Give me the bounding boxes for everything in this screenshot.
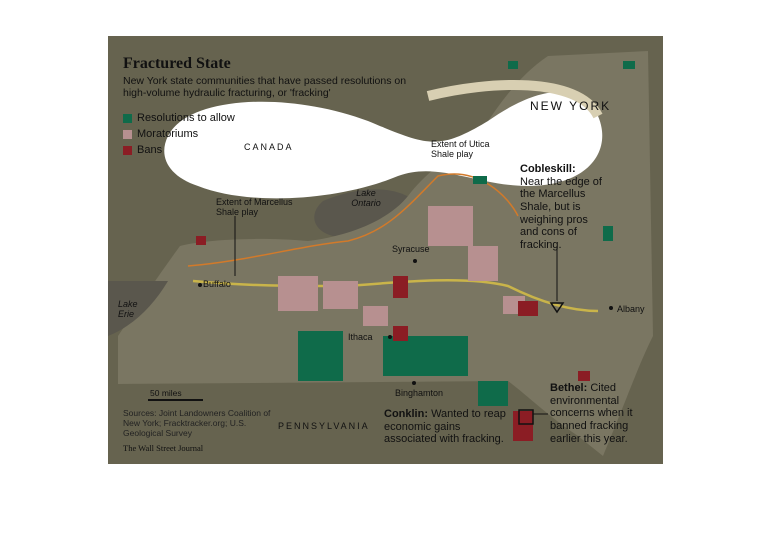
- ban-area: [393, 276, 408, 298]
- bethel-text: Cited environmental concerns when it banned fracking earlier this year.: [550, 382, 633, 445]
- bethel-callout: [550, 382, 640, 445]
- legend-allow-label: Resolutions to allow: [137, 112, 235, 124]
- conklin-text: Wanted to reap economic gains associated with fracking.: [384, 408, 506, 446]
- conklin-callout: [384, 408, 509, 446]
- allow-area: [603, 226, 613, 241]
- ban-area: [393, 326, 408, 341]
- map-frame: [108, 36, 663, 464]
- syracuse-dot: [413, 259, 417, 263]
- ban-area: [196, 236, 206, 245]
- allow-area: [478, 381, 508, 406]
- map-subtitle: New York state communities that have passed resolutions on high-volume hydraulic fracturing, or 'fracking': [123, 75, 407, 100]
- utica-label: Extent of Utica Shale play: [431, 139, 490, 159]
- ban-area: [518, 301, 538, 316]
- credit-line: The Wall Street Journal: [123, 443, 204, 453]
- binghamton-dot: [412, 381, 416, 385]
- buffalo-label: Buffalo: [203, 279, 231, 289]
- ithaca-dot: [388, 335, 392, 339]
- albany-dot: [609, 306, 613, 310]
- pennsylvania-label: PENNSYLVANIA: [278, 421, 370, 431]
- moratorium-area: [278, 276, 318, 311]
- moratorium-area: [323, 281, 358, 309]
- bethel-name: Bethel:: [550, 382, 588, 394]
- ban-area: [578, 371, 590, 381]
- allow-area: [383, 336, 468, 376]
- cobleskill-text: Near the edge of the Marcellus Shale, but is weighing pros and cons of fracking.: [520, 175, 602, 251]
- conklin-name: Conklin:: [384, 408, 428, 420]
- allow-swatch: [123, 114, 132, 123]
- cobleskill-callout: [520, 163, 602, 251]
- lake-erie-label: Lake Erie: [118, 299, 138, 319]
- marcellus-label: Extent of Marcellus Shale play: [216, 197, 293, 217]
- ithaca-label: Ithaca: [348, 332, 373, 342]
- moratorium-area: [363, 306, 388, 326]
- ban-area: [513, 411, 533, 441]
- buffalo-dot: [198, 283, 202, 287]
- cobleskill-name: Cobleskill:: [520, 163, 576, 175]
- allow-area: [298, 331, 343, 381]
- legend-allow: [123, 112, 235, 124]
- legend-ban-label: Bans: [137, 144, 163, 156]
- lake-ontario-label: Lake Ontario: [351, 188, 381, 208]
- binghamton-label: Binghamton: [395, 388, 444, 398]
- moratorium-swatch: [123, 130, 132, 139]
- syracuse-label: Syracuse: [392, 244, 430, 254]
- ban-swatch: [123, 146, 132, 155]
- sources-note: Sources: Joint Landowners Coalition of New York; Fracktracker.org; U.S. Geological Survey: [123, 408, 271, 438]
- new-york-label: NEW YORK: [530, 99, 612, 113]
- moratorium-area: [428, 206, 473, 246]
- canada-label: CANADA: [244, 142, 294, 152]
- legend-ban: [123, 144, 162, 156]
- legend-moratorium-label: Moratoriums: [137, 128, 199, 140]
- allow-area: [623, 61, 635, 69]
- allow-area: [473, 176, 487, 184]
- scale-label: 50 miles: [150, 388, 182, 398]
- map-title: Fractured State: [123, 55, 231, 72]
- moratorium-area: [468, 246, 498, 281]
- allow-area: [508, 61, 518, 69]
- albany-label: Albany: [617, 304, 645, 314]
- legend-moratorium: [123, 128, 198, 140]
